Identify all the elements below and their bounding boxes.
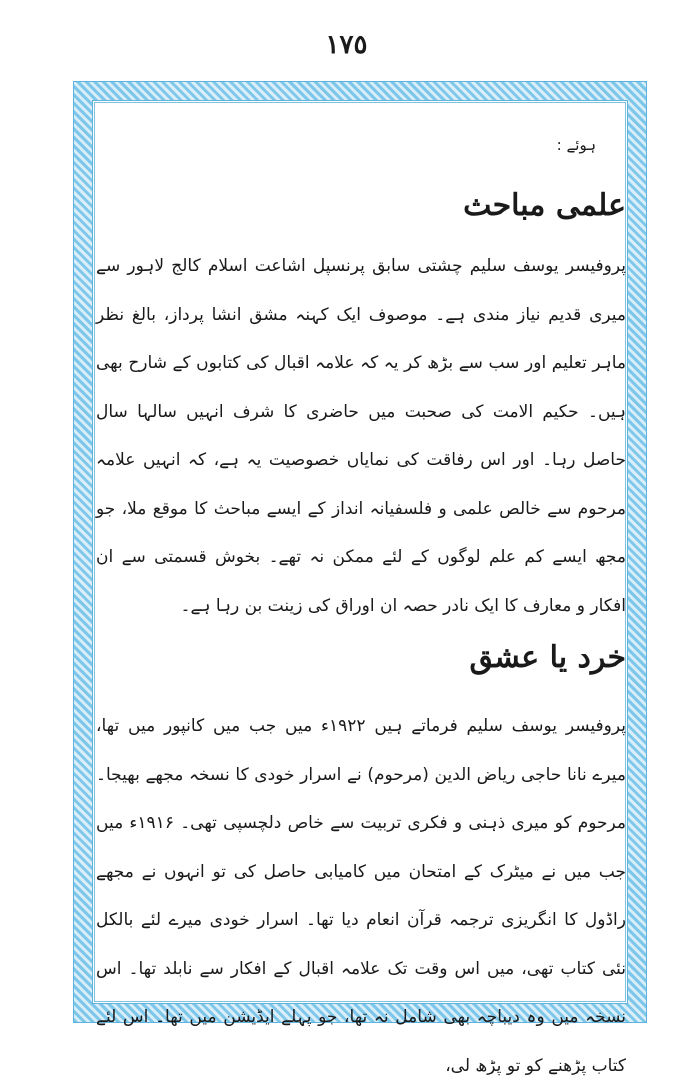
page-number: ١٧٥ xyxy=(325,30,368,60)
page-content xyxy=(96,118,627,1076)
lead-in-text: ہوئے : xyxy=(556,136,596,154)
section-heading-ilmi-mabahis: علمی مباحث xyxy=(463,188,626,223)
section-heading-khirad-ya-ishq: خرد یا عشق xyxy=(469,640,626,675)
section-paragraph-ilmi-mabahis: پروفیسر یوسف سلیم چشتی سابق پرنسپل اشاعت اسلام کالج لاہور سے میری قدیم نیاز مندی ہے۔ موصوف ایک کہنہ مشق انشا پرداز، بالغ نظر ماہر تعلیم اور سب سے بڑھ کر یہ کہ علامہ اقبال کی کتابوں کے شارح بھی ہیں۔ حکیم الامت کی صحبت میں حاضری کا شرف انہیں سالہا سال حاصل رہا۔ اور اس رفاقت کی نمایاں خصوصیت یہ ہے، کہ انہیں علامہ مرحوم سے خالص علمی و فلسفیانہ انداز کے ایسے مباحث کا موقع ملا، جو مجھ ایسے کم علم لوگوں کے لئے ممکن نہ تھے۔ بخوش قسمتی سے ان افکار و معارف کا ایک نادر حصہ ان اوراق کی زینت بن رہا ہے۔ xyxy=(96,256,626,616)
section-paragraph-khirad-ya-ishq: پروفیسر یوسف سلیم فرماتے ہیں ۱۹۲۲ء میں جب میں کانپور میں تھا، میرے نانا حاجی ریاض الدین (مرحوم) نے اسرار خودی کا نسخہ مجھے بھیجا۔ مرحوم کو میری ذہنی و فکری تربیت سے خاص دلچسپی تھی۔ ۱۹۱۶ء میں جب میں نے میٹرک کے امتحان میں کامیابی حاصل کی تو انہوں نے مجھے راڈول کا انگریزی ترجمہ قرآن انعام دیا تھا۔ اسرار خودی میرے لئے بالکل نئی کتاب تھی، میں اس وقت تک علامہ اقبال کے افکار سے نابلد تھا۔ اس نسخہ میں وہ دیباچہ بھی شامل نہ تھا، جو پہلے ایڈیشن میں تھا۔ اس لئے کتاب پڑھنے کو تو پڑھ لی، xyxy=(96,716,627,1076)
